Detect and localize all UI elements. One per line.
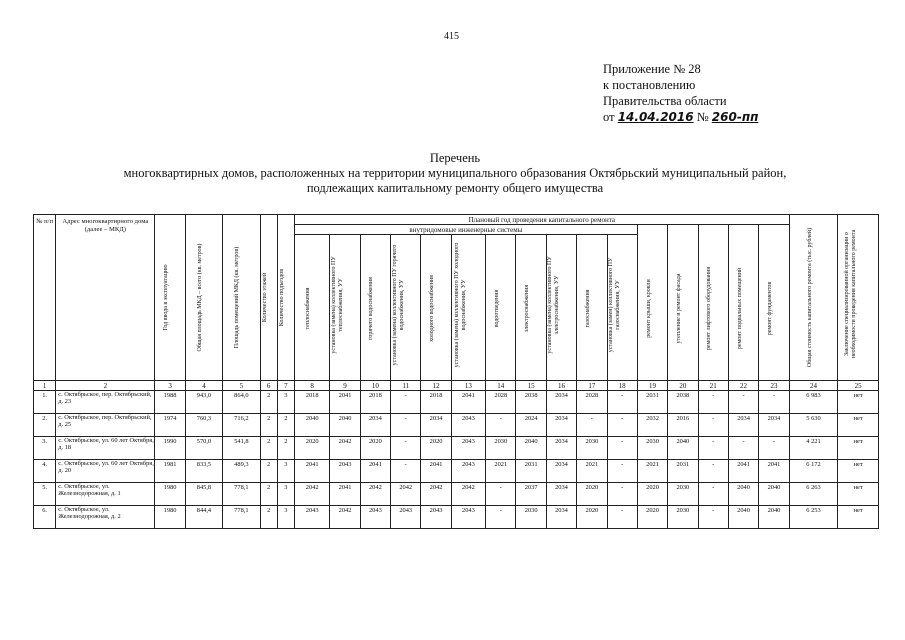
- column-number: 12: [421, 381, 451, 391]
- table-cell: 2021: [577, 460, 607, 483]
- table-cell: 570,0: [185, 437, 222, 460]
- table-cell: -: [698, 460, 728, 483]
- table-cell: 2043: [294, 506, 329, 529]
- table-cell: 2043: [330, 460, 360, 483]
- table-cell: -: [607, 506, 637, 529]
- table-cell: 3: [277, 483, 294, 506]
- table-cell: 2034: [546, 460, 576, 483]
- table-cell: 6.: [34, 506, 56, 529]
- table-cell: -: [607, 460, 637, 483]
- header-gas: газоснабжения: [577, 235, 607, 381]
- header-foundation: ремонт фундаментов: [759, 225, 790, 381]
- column-number: 18: [607, 381, 637, 391]
- table-cell: 2040: [728, 506, 758, 529]
- table-cell: 2030: [486, 437, 516, 460]
- table-cell: 2034: [546, 483, 576, 506]
- column-number: 22: [728, 381, 758, 391]
- appendix-line-2: к постановлению: [603, 78, 696, 92]
- table-cell: 2030: [577, 437, 607, 460]
- header-sewerage: водоотведения: [486, 235, 516, 381]
- column-number: 16: [546, 381, 576, 391]
- table-cell: 2040: [516, 437, 546, 460]
- table-cell: 2042: [294, 483, 329, 506]
- column-number: 8: [294, 381, 329, 391]
- table-cell: 2.: [34, 414, 56, 437]
- table-cell: -: [486, 483, 516, 506]
- table-cell: 2041: [451, 391, 485, 414]
- header-total-area: Общая площадь МКД – всего (кв. метров): [185, 215, 222, 381]
- column-number: 4: [185, 381, 222, 391]
- table-cell: 2037: [516, 483, 546, 506]
- column-number: 14: [486, 381, 516, 391]
- table-cell: 2018: [294, 391, 329, 414]
- table-cell: 2020: [637, 506, 667, 529]
- header-hot-water-meter: установка (замена) коллективного ПУ горячего водоснабжения, УУ: [391, 235, 421, 381]
- table-cell: 2024: [516, 414, 546, 437]
- column-number: 6: [260, 381, 277, 391]
- table-cell: 2020: [577, 483, 607, 506]
- column-number: 5: [223, 381, 260, 391]
- table-cell: 2: [260, 460, 277, 483]
- address-cell: с. Октябрьское, ул. 60 лет Октября, д. 18: [56, 437, 155, 460]
- column-number: 2: [56, 381, 155, 391]
- table-cell: 2020: [577, 506, 607, 529]
- table-cell: 2034: [360, 414, 390, 437]
- table-cell: нет: [838, 437, 879, 460]
- table-cell: 2042: [360, 483, 390, 506]
- table-cell: 1990: [155, 437, 185, 460]
- table-cell: 541,8: [223, 437, 260, 460]
- header-gas-meter: установка (замен) коллективного ПУ газоснабжения, УУ: [607, 235, 637, 381]
- table-cell: 2034: [421, 414, 451, 437]
- table-cell: 2034: [728, 414, 758, 437]
- table-cell: 845,8: [185, 483, 222, 506]
- table-cell: 2030: [516, 506, 546, 529]
- document-subtitle: многоквартирных домов, расположенных на территории муниципального образования Октябрьский муниципальный район,: [123, 166, 787, 180]
- table-cell: -: [698, 437, 728, 460]
- header-plan-year: Плановый год проведения капитального ремонта: [294, 215, 789, 225]
- table-cell: нет: [838, 391, 879, 414]
- table-cell: -: [391, 437, 421, 460]
- table-cell: 2038: [516, 391, 546, 414]
- column-number: 10: [360, 381, 390, 391]
- table-cell: 2043: [451, 506, 485, 529]
- column-number: 21: [698, 381, 728, 391]
- table-cell: 844,4: [185, 506, 222, 529]
- column-number: 3: [155, 381, 185, 391]
- table-cell: 2041: [330, 483, 360, 506]
- column-number: 19: [637, 381, 667, 391]
- table-cell: 2034: [546, 437, 576, 460]
- table-cell: 2042: [330, 437, 360, 460]
- table-cell: 2042: [451, 483, 485, 506]
- table-cell: -: [759, 391, 790, 414]
- table-cell: 2043: [391, 506, 421, 529]
- table-cell: нет: [838, 414, 879, 437]
- table-cell: 6 263: [789, 483, 838, 506]
- table-cell: -: [698, 391, 728, 414]
- table-cell: 2031: [516, 460, 546, 483]
- column-number: 11: [391, 381, 421, 391]
- table-cell: 2042: [421, 483, 451, 506]
- table-cell: -: [486, 414, 516, 437]
- header-conclusion: Заключение специализированной организации о необходимости проведения капитального ремонта: [838, 215, 879, 381]
- table-cell: 2034: [546, 391, 576, 414]
- column-number: 23: [759, 381, 790, 391]
- appendix-date-line: [603, 109, 758, 125]
- table-cell: -: [391, 391, 421, 414]
- table-cell: 3: [277, 506, 294, 529]
- table-cell: 2041: [421, 460, 451, 483]
- table-cell: 1980: [155, 483, 185, 506]
- header-heat: теплоснабжения: [294, 235, 329, 381]
- table-cell: 716,2: [223, 414, 260, 437]
- column-number: 25: [838, 381, 879, 391]
- header-cold-water-meter: установка (замена) коллективного ПУ холодного водоснабжения, УУ: [451, 235, 485, 381]
- table-cell: 1980: [155, 506, 185, 529]
- table-cell: -: [391, 460, 421, 483]
- table-cell: 2043: [360, 506, 390, 529]
- table-row: [34, 414, 879, 437]
- column-number: 9: [330, 381, 360, 391]
- address-cell: с. Октябрьское, ул. Железнодорожная, д. 2: [56, 506, 155, 529]
- table-cell: 2042: [330, 506, 360, 529]
- table-cell: -: [698, 414, 728, 437]
- table-cell: 6 983: [789, 391, 838, 414]
- header-year-built: Год ввода в эксплуатацию: [155, 215, 185, 381]
- table-row: [34, 437, 879, 460]
- table-cell: 2043: [451, 414, 485, 437]
- table-cell: -: [759, 437, 790, 460]
- column-number: 13: [451, 381, 485, 391]
- address-cell: с. Октябрьское, пер. Октябрьский, д. 25: [56, 414, 155, 437]
- table-cell: 489,3: [223, 460, 260, 483]
- table-cell: 2040: [668, 437, 698, 460]
- table-row: [34, 391, 879, 414]
- header-num: № п/п: [34, 215, 56, 381]
- table-cell: нет: [838, 483, 879, 506]
- header-electricity-meter: установка (замена) коллективного ПУ электроснабжения, УУ: [546, 235, 576, 381]
- table-cell: 864,0: [223, 391, 260, 414]
- repair-plan-table: [33, 214, 879, 529]
- table-cell: 2030: [668, 506, 698, 529]
- table-cell: -: [607, 437, 637, 460]
- table-cell: 2028: [486, 391, 516, 414]
- table-cell: 2032: [637, 414, 667, 437]
- table-cell: 2: [260, 437, 277, 460]
- table-cell: 2: [260, 506, 277, 529]
- table-cell: 2: [277, 437, 294, 460]
- table-cell: 778,1: [223, 483, 260, 506]
- appendix-line-1: Приложение № 28: [603, 62, 701, 76]
- date-prefix: от: [603, 110, 615, 124]
- table-cell: 2040: [330, 414, 360, 437]
- table-cell: 2041: [759, 460, 790, 483]
- table-cell: 2034: [546, 506, 576, 529]
- table-cell: 4.: [34, 460, 56, 483]
- table-cell: 4 221: [789, 437, 838, 460]
- table-cell: 2030: [637, 437, 667, 460]
- table-cell: 1.: [34, 391, 56, 414]
- table-cell: 2: [260, 414, 277, 437]
- column-number: 24: [789, 381, 838, 391]
- table-cell: 1988: [155, 391, 185, 414]
- table-cell: 2020: [637, 483, 667, 506]
- table-cell: 2030: [668, 483, 698, 506]
- table-cell: 2041: [360, 460, 390, 483]
- table-cell: -: [728, 391, 758, 414]
- table-cell: 2021: [637, 460, 667, 483]
- header-roof: ремонт крыши, кровли: [637, 225, 667, 381]
- column-number: 1: [34, 381, 56, 391]
- document-subtitle-2: подлежащих капитальному ремонту общего имущества: [306, 181, 604, 195]
- column-number: 20: [668, 381, 698, 391]
- table-cell: 2018: [360, 391, 390, 414]
- table-cell: 1974: [155, 414, 185, 437]
- appendix-line-3: Правительства области: [603, 94, 727, 108]
- table-row: [34, 506, 879, 529]
- header-facade: утепление и ремонт фасада: [668, 225, 698, 381]
- table-cell: -: [577, 414, 607, 437]
- table-cell: -: [698, 483, 728, 506]
- header-electricity: электроснабжения: [516, 235, 546, 381]
- table-cell: 2041: [330, 391, 360, 414]
- number-sign: №: [696, 110, 709, 124]
- table-cell: 3: [277, 391, 294, 414]
- table-cell: 2043: [421, 506, 451, 529]
- table-cell: 5.: [34, 483, 56, 506]
- table-cell: 2034: [759, 414, 790, 437]
- header-hot-water: горячего водоснабжения: [360, 235, 390, 381]
- page-number: 415: [444, 31, 459, 42]
- table-cell: 6 172: [789, 460, 838, 483]
- header-cold-water: холодного водоснабжения: [421, 235, 451, 381]
- table-cell: 1981: [155, 460, 185, 483]
- table-cell: 2043: [451, 437, 485, 460]
- table-cell: нет: [838, 506, 879, 529]
- table-cell: 2021: [486, 460, 516, 483]
- table-cell: 778,1: [223, 506, 260, 529]
- header-address: Адрес многоквартирного дома (далее – МКД): [56, 215, 155, 381]
- address-cell: с. Октябрьское, ул. Железнодорожная, д. 1: [56, 483, 155, 506]
- table-cell: 6 253: [789, 506, 838, 529]
- table-cell: -: [607, 483, 637, 506]
- table-cell: 2: [277, 414, 294, 437]
- table-cell: 2038: [668, 391, 698, 414]
- table-cell: 760,3: [185, 414, 222, 437]
- table-cell: -: [391, 414, 421, 437]
- table-cell: 2034: [546, 414, 576, 437]
- table-cell: 943,0: [185, 391, 222, 414]
- table-cell: 2031: [637, 391, 667, 414]
- table-body: [34, 381, 879, 529]
- table-cell: 2043: [451, 460, 485, 483]
- table-cell: 2020: [360, 437, 390, 460]
- table-cell: нет: [838, 460, 879, 483]
- table-cell: 2040: [759, 506, 790, 529]
- table-cell: -: [698, 506, 728, 529]
- table-cell: 2042: [391, 483, 421, 506]
- handwritten-date: 14.04.2016: [617, 110, 694, 124]
- appendix-block: [603, 61, 758, 125]
- table-cell: 2016: [668, 414, 698, 437]
- table-row: [34, 460, 879, 483]
- header-basement: ремонт подвальных помещений: [728, 225, 758, 381]
- table-cell: 2028: [577, 391, 607, 414]
- header-premises-area: Площадь помещений МКД (кв. метров): [223, 215, 260, 381]
- table-cell: 2: [260, 391, 277, 414]
- table-cell: 833,5: [185, 460, 222, 483]
- table-row: [34, 483, 879, 506]
- header-entrances: Количество подъездов: [277, 215, 294, 381]
- handwritten-number: 260-пп: [711, 110, 759, 124]
- column-number-row: [34, 381, 879, 391]
- table-cell: 2031: [668, 460, 698, 483]
- header-internal-systems: внутридомовые инженерные системы: [294, 225, 637, 235]
- table-cell: 2040: [759, 483, 790, 506]
- table-cell: 2041: [294, 460, 329, 483]
- address-cell: с. Октябрьское, пер. Октябрьский, д. 23: [56, 391, 155, 414]
- table-cell: 5 630: [789, 414, 838, 437]
- table-cell: 2040: [728, 483, 758, 506]
- table-cell: 2018: [421, 391, 451, 414]
- table-cell: 3.: [34, 437, 56, 460]
- column-number: 17: [577, 381, 607, 391]
- table-cell: 2041: [728, 460, 758, 483]
- header-total-cost: Общая стоимость капитального ремонта (тыс. рублей): [789, 215, 838, 381]
- table-cell: -: [486, 506, 516, 529]
- address-cell: с. Октябрьское, ул. 60 лет Октября, д. 20: [56, 460, 155, 483]
- document-title: Перечень: [429, 151, 481, 165]
- table-cell: -: [728, 437, 758, 460]
- table-cell: -: [607, 414, 637, 437]
- table-cell: 2: [260, 483, 277, 506]
- table-cell: -: [607, 391, 637, 414]
- table-cell: 2020: [421, 437, 451, 460]
- column-number: 15: [516, 381, 546, 391]
- header-heat-meter: установка (замена) коллективного ПУ теплоснабжения, УУ: [330, 235, 360, 381]
- header-floors: Количество этажей: [260, 215, 277, 381]
- column-number: 7: [277, 381, 294, 391]
- table-cell: 2020: [294, 437, 329, 460]
- header-elevator: ремонт лифтового оборудования: [698, 225, 728, 381]
- table-cell: 3: [277, 460, 294, 483]
- table-cell: 2040: [294, 414, 329, 437]
